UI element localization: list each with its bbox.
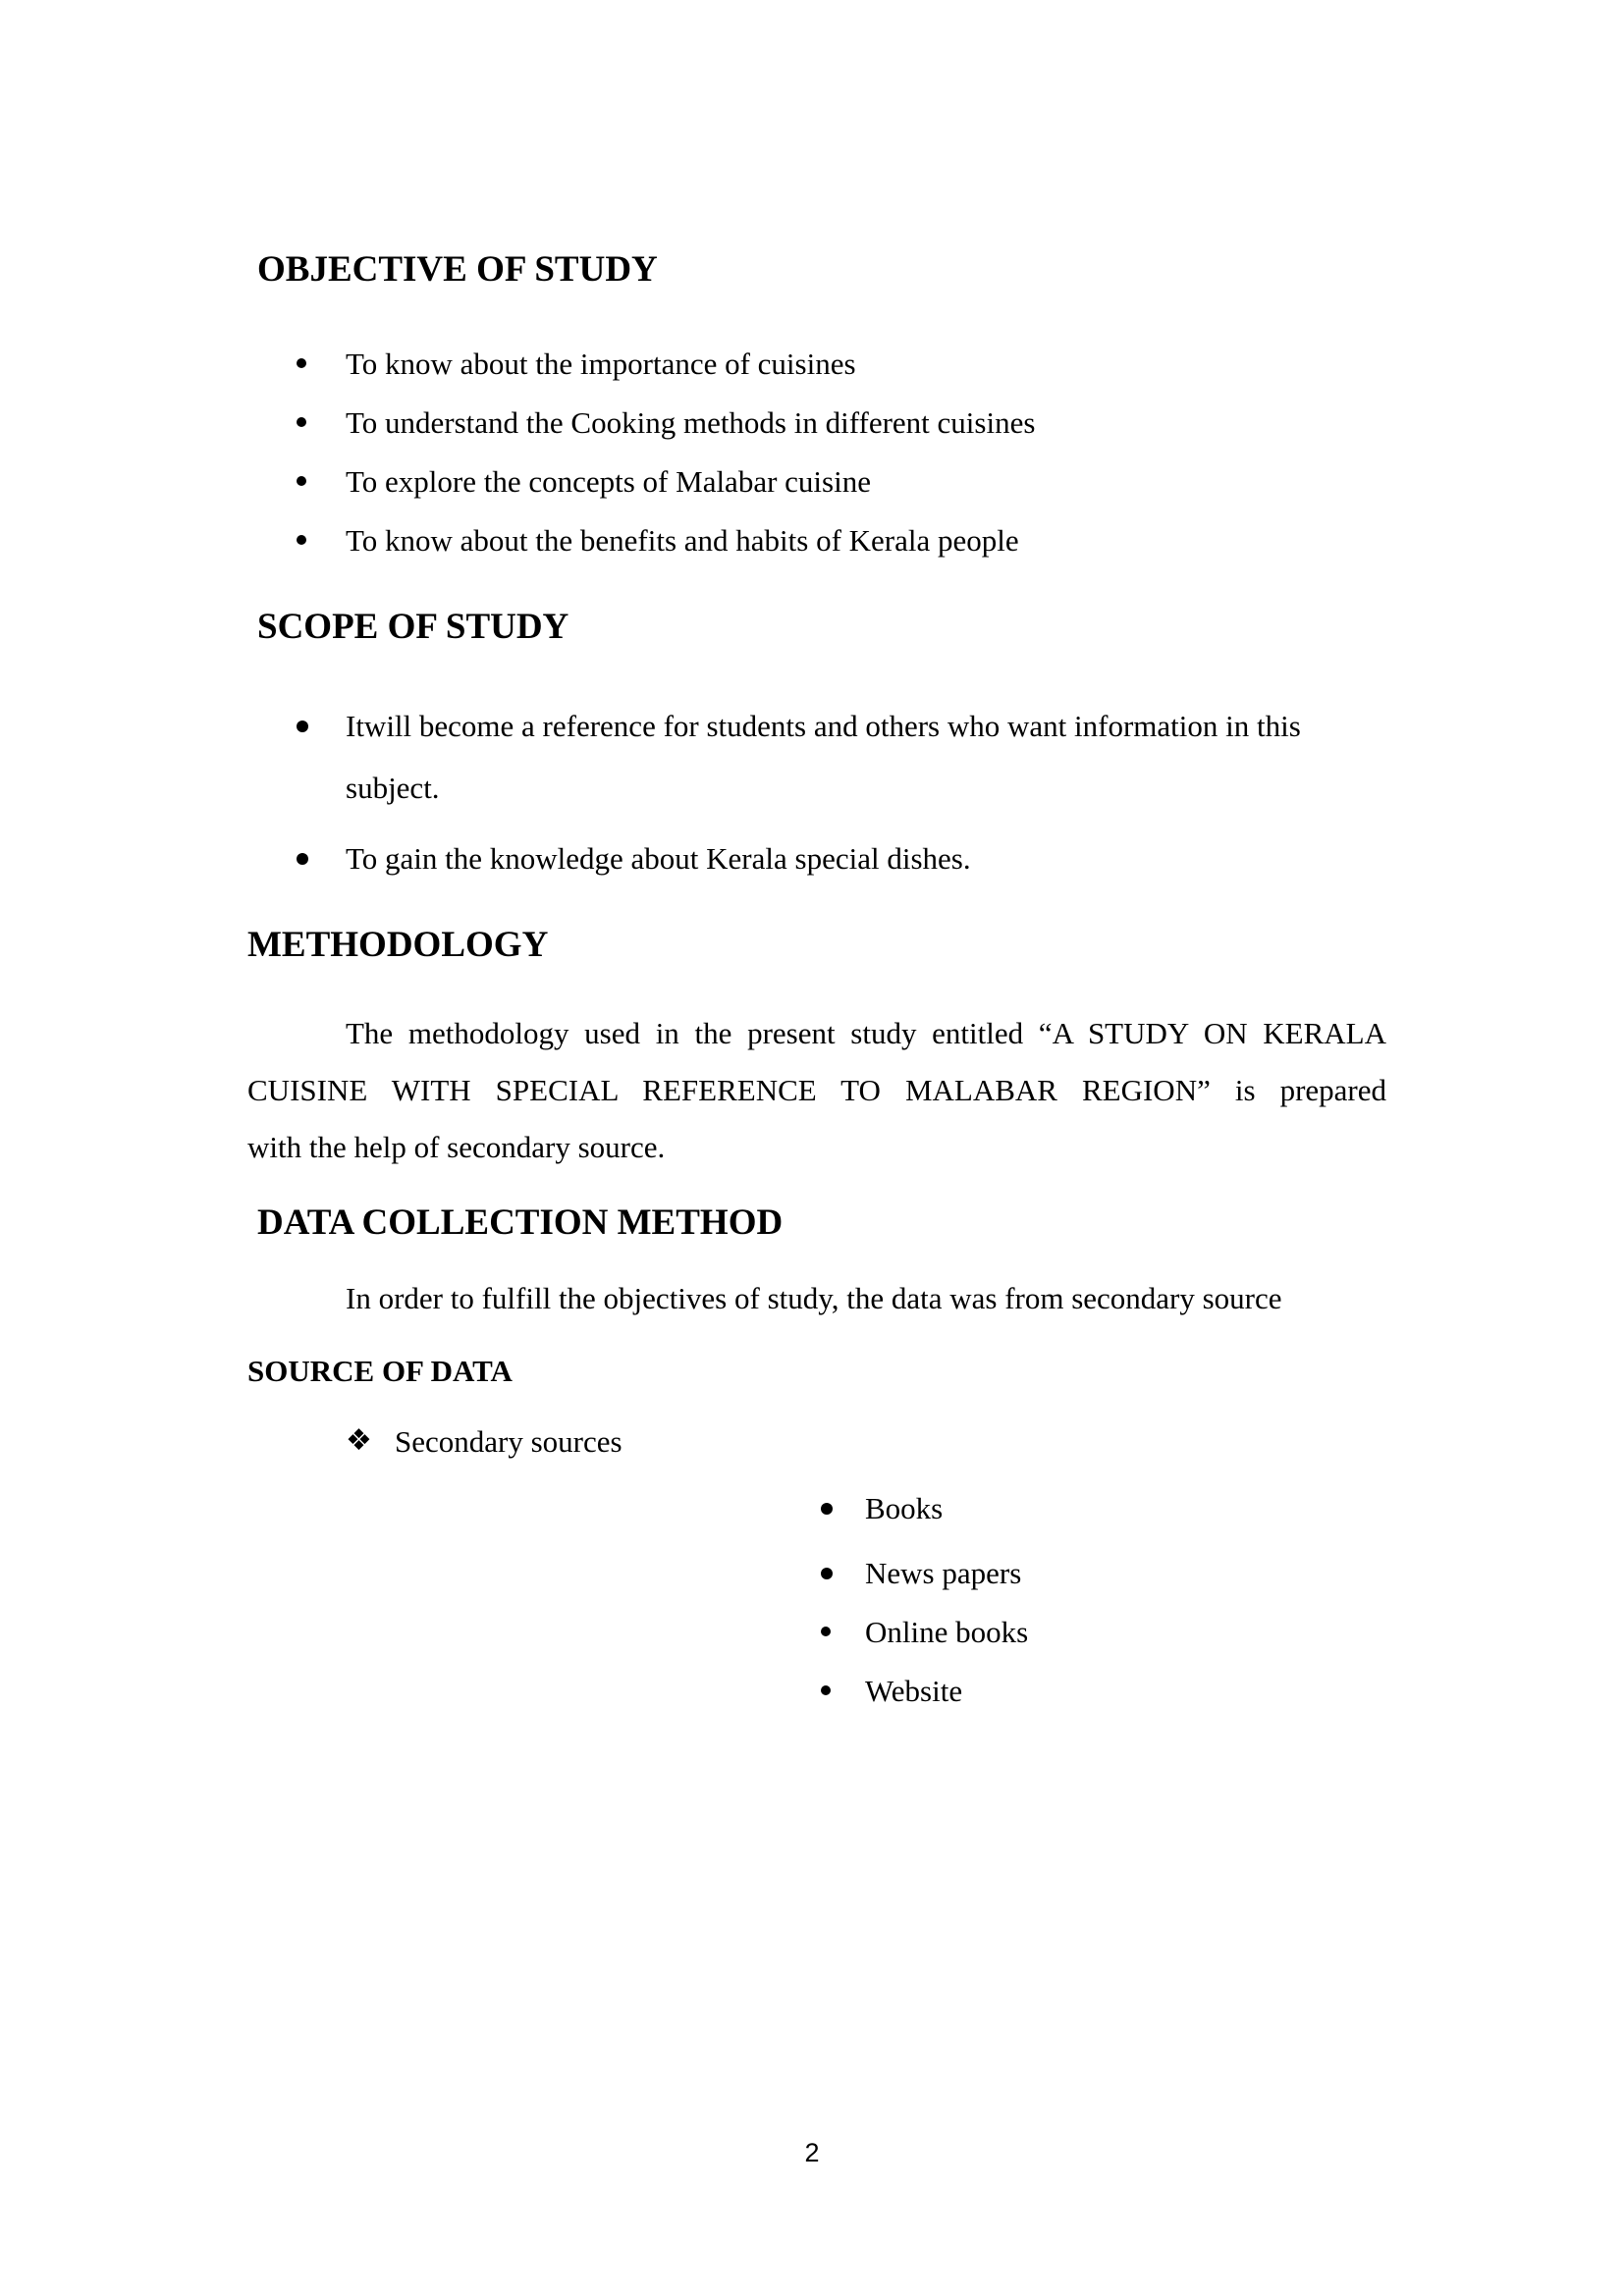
list-item-text: To explore the concepts of Malabar cuisine xyxy=(346,464,871,499)
list-item-text: News papers xyxy=(865,1556,1022,1590)
list-item xyxy=(297,843,1301,882)
list-item-text: Itwill become a reference for students and others who want information in this xyxy=(346,709,1301,743)
bullet-icon xyxy=(821,1503,833,1515)
list-item-text: To understand the Cooking methods in different cuisines xyxy=(346,405,1036,440)
source-of-data-heading: SOURCE OF DATA xyxy=(247,1354,513,1388)
bullet-icon xyxy=(297,535,306,545)
list-item xyxy=(297,407,1035,466)
list-item-text: Website xyxy=(865,1674,963,1708)
list-item xyxy=(821,1493,1028,1558)
list-item xyxy=(821,1617,1028,1676)
data-collection-heading: DATA COLLECTION METHOD xyxy=(257,1202,784,1243)
bullet-icon xyxy=(821,1685,831,1695)
list-item-text-continued: subject. xyxy=(346,771,440,805)
bullet-icon xyxy=(297,853,308,865)
bullet-icon xyxy=(297,476,306,486)
diamond-bullet-icon: ❖ xyxy=(346,1423,372,1458)
scope-list xyxy=(297,711,1301,882)
source-sub-list xyxy=(821,1493,1028,1735)
paragraph-line: The methodology used in the present study entitled “A STUDY ON KERALA xyxy=(346,1016,1386,1050)
bullet-icon xyxy=(821,1568,833,1579)
list-item-text: Books xyxy=(865,1491,944,1525)
bullet-icon xyxy=(297,417,306,427)
list-item xyxy=(297,525,1035,584)
paragraph-line: with the help of secondary source. xyxy=(247,1130,666,1164)
list-item xyxy=(821,1676,1028,1735)
secondary-sources-item: Secondary sources xyxy=(395,1424,623,1459)
list-item xyxy=(821,1558,1028,1617)
objective-list xyxy=(297,348,1035,584)
scope-heading: SCOPE OF STUDY xyxy=(257,607,569,647)
page-number: 2 xyxy=(804,2138,820,2167)
methodology-paragraph xyxy=(247,1005,1386,1176)
list-item-text: To know about the importance of cuisines xyxy=(346,347,856,381)
data-collection-text: In order to fulfill the objectives of study, the data was from secondary source xyxy=(346,1281,1282,1315)
list-item xyxy=(297,466,1035,525)
list-item-text: To know about the benefits and habits of Kerala people xyxy=(346,523,1019,558)
methodology-heading: METHODOLOGY xyxy=(247,925,549,965)
list-item-text: Online books xyxy=(865,1615,1029,1649)
objective-heading: OBJECTIVE OF STUDY xyxy=(257,249,658,290)
list-item xyxy=(297,348,1035,407)
list-item-text: To gain the knowledge about Kerala special dishes. xyxy=(346,841,971,876)
bullet-icon xyxy=(297,721,308,732)
bullet-icon xyxy=(297,358,306,368)
list-item xyxy=(297,711,1301,843)
paragraph-line: CUISINE WITH SPECIAL REFERENCE TO MALABAR REGION” is prepared xyxy=(247,1073,1386,1107)
bullet-icon xyxy=(821,1627,831,1636)
